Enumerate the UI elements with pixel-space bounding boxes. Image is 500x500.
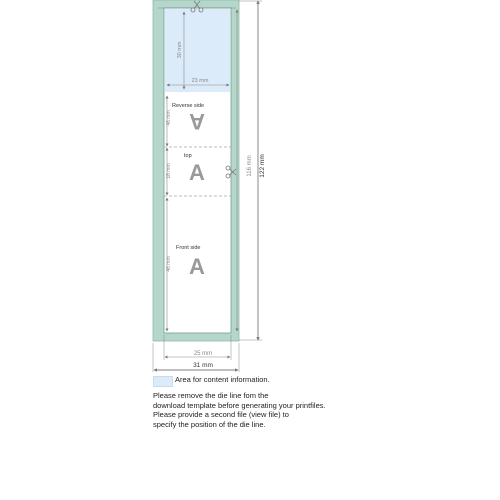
- top-letter: A: [189, 160, 205, 185]
- total-height-label: 122 mm: [259, 154, 266, 178]
- die-line-note: [153, 391, 373, 429]
- content-height-label: 30 mm: [177, 41, 183, 59]
- top-label: top: [184, 153, 192, 159]
- front-letter: A: [189, 254, 205, 279]
- top-height-label: 18 mm: [166, 163, 172, 179]
- note-line: download template before generating your printfiles.: [153, 400, 326, 410]
- reverse-letter: A: [189, 109, 205, 134]
- inner-height-label: 116 mm: [247, 155, 253, 177]
- total-width-label: 31 mm: [193, 362, 213, 369]
- note-line: Please remove the die line fom the: [153, 391, 269, 400]
- note-line: Please provide a second file (view file) to: [153, 410, 289, 420]
- note-line: specify the position of the die line.: [153, 419, 266, 429]
- reverse-height-label: 46 mm: [166, 110, 172, 126]
- legend-label: Area for content information.: [175, 375, 270, 384]
- inner-width-label: 25 mm: [193, 351, 213, 357]
- front-height-label: 46 mm: [166, 256, 172, 272]
- reverse-side-label: Reverse side: [172, 103, 205, 109]
- content-width-label: 23 mm: [191, 78, 209, 84]
- legend-swatch: [153, 376, 173, 387]
- front-side-label: Front side: [176, 245, 201, 251]
